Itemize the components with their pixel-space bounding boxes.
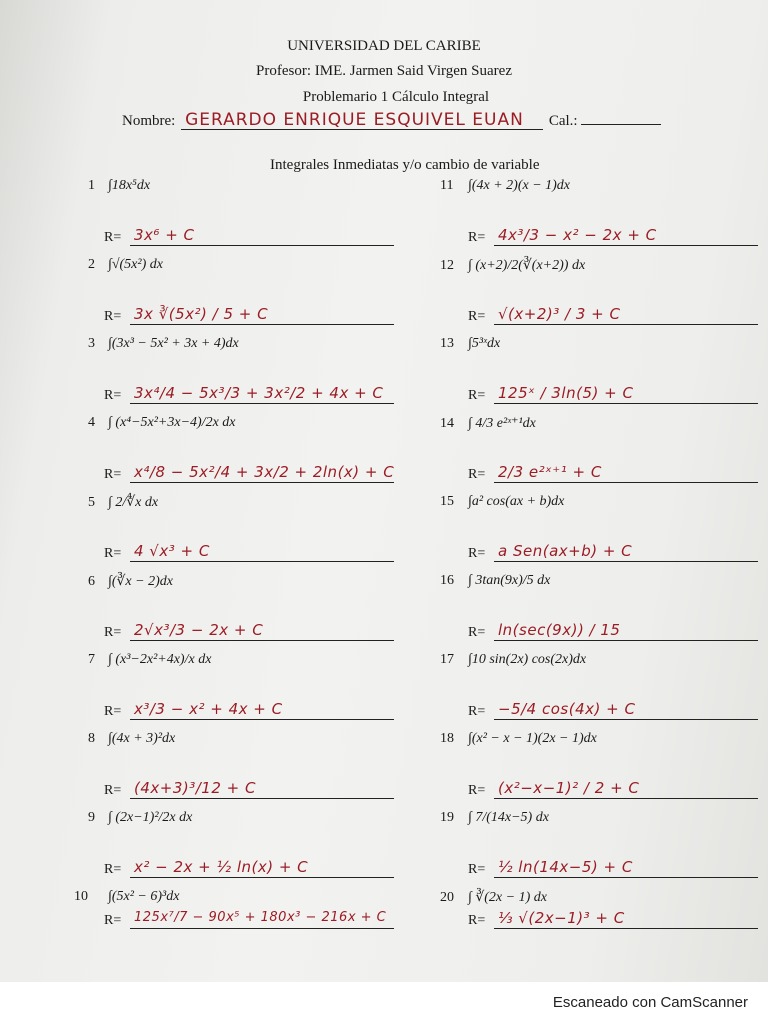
handwritten-answer: ½ ln(14x−5) + C bbox=[498, 858, 633, 876]
answer-row bbox=[104, 702, 394, 722]
problem-number: 16 bbox=[440, 573, 454, 588]
answer-label: R= bbox=[468, 913, 486, 928]
answer-row bbox=[468, 307, 758, 327]
problem-integral: ∫ ∛(2x − 1) dx bbox=[468, 890, 547, 905]
handwritten-answer: 3x⁶ + C bbox=[134, 226, 195, 244]
problem-number: 10 bbox=[74, 889, 88, 904]
handwritten-answer: ln(sec(9x)) / 15 bbox=[498, 621, 621, 639]
handwritten-answer: 2√x³/3 − 2x + C bbox=[134, 621, 264, 639]
problem-item bbox=[440, 731, 760, 810]
answer-line bbox=[130, 561, 394, 562]
answer-row bbox=[468, 386, 758, 406]
problem-integral: ∫(5x² − 6)³dx bbox=[108, 889, 180, 904]
answer-line bbox=[494, 640, 758, 641]
handwritten-answer: ⅓ √(2x−1)³ + C bbox=[498, 909, 625, 927]
problem-number: 6 bbox=[88, 574, 95, 589]
handwritten-answer: x² − 2x + ½ ln(x) + C bbox=[134, 858, 309, 876]
answer-label: R= bbox=[468, 783, 486, 798]
problem-integral: ∫(3x³ − 5x² + 3x + 4)dx bbox=[108, 336, 239, 351]
answer-line bbox=[130, 877, 394, 878]
answer-label: R= bbox=[468, 862, 486, 877]
scanner-footer bbox=[0, 982, 768, 1024]
problem-integral: ∫ (x⁴−5x²+3x−4)/2x dx bbox=[108, 415, 236, 430]
answer-label: R= bbox=[104, 546, 122, 561]
problem-integral: ∫10 sin(2x) cos(2x)dx bbox=[468, 652, 587, 667]
answer-label: R= bbox=[104, 913, 122, 928]
problem-number: 4 bbox=[88, 415, 95, 430]
answer-line bbox=[130, 403, 394, 404]
answer-line bbox=[494, 561, 758, 562]
problem-number: 8 bbox=[88, 731, 95, 746]
problem-integral: ∫ 4/3 e²ˣ⁺¹dx bbox=[468, 416, 536, 431]
problem-item bbox=[440, 810, 760, 889]
handwritten-answer: a Sen(ax+b) + C bbox=[498, 542, 633, 560]
problem-number: 11 bbox=[440, 178, 454, 193]
problem-integral: ∫(4x + 3)²dx bbox=[108, 731, 176, 746]
problem-integral: ∫√(5x²) dx bbox=[108, 257, 163, 272]
answer-label: R= bbox=[104, 230, 122, 245]
grade-label: Cal.: bbox=[548, 113, 578, 129]
problem-item bbox=[88, 494, 408, 573]
problem-item bbox=[440, 336, 760, 415]
handwritten-answer: 3x ∛(5x²) / 5 + C bbox=[134, 305, 269, 323]
problem-integral: ∫(4x + 2)(x − 1)dx bbox=[468, 178, 571, 193]
handwritten-answer: (4x+3)³/12 + C bbox=[134, 779, 256, 797]
answer-line bbox=[130, 640, 394, 641]
answer-row bbox=[104, 911, 394, 931]
answer-row bbox=[104, 386, 394, 406]
answer-row bbox=[104, 307, 394, 327]
handwritten-answer: 4x³/3 − x² − 2x + C bbox=[498, 226, 657, 244]
answer-line bbox=[130, 324, 394, 325]
grade-blank bbox=[581, 112, 661, 125]
answer-label: R= bbox=[468, 309, 486, 324]
problem-integral: ∫ 3tan(9x)/5 dx bbox=[468, 573, 551, 588]
problem-item bbox=[88, 178, 408, 257]
handwritten-answer: 2/3 e²ˣ⁺¹ + C bbox=[498, 463, 602, 481]
answer-label: R= bbox=[468, 388, 486, 403]
problem-number: 5 bbox=[88, 495, 95, 510]
answer-label: R= bbox=[104, 783, 122, 798]
handwritten-answer: x³/3 − x² + 4x + C bbox=[134, 700, 283, 718]
problems-column-right bbox=[440, 178, 760, 939]
problem-integral: ∫ (x³−2x²+4x)/x dx bbox=[108, 652, 212, 667]
answer-line bbox=[130, 719, 394, 720]
problem-number: 2 bbox=[88, 257, 95, 272]
problem-item bbox=[88, 415, 408, 494]
problem-number: 17 bbox=[440, 652, 454, 667]
problem-item bbox=[440, 652, 760, 731]
handwritten-answer: 3x⁴/4 − 5x³/3 + 3x²/2 + 4x + C bbox=[134, 384, 384, 402]
answer-row bbox=[468, 911, 758, 931]
scanner-watermark: Escaneado con CamScanner bbox=[552, 994, 748, 1011]
answer-line bbox=[130, 798, 394, 799]
answer-line bbox=[130, 928, 394, 929]
answer-row bbox=[104, 860, 394, 880]
professor-line: Profesor: IME. Jarmen Said Virgen Suarez bbox=[256, 63, 512, 79]
answer-line bbox=[494, 877, 758, 878]
problem-number: 7 bbox=[88, 652, 95, 667]
problem-integral: ∫(∛x − 2)dx bbox=[108, 574, 173, 589]
answer-row bbox=[468, 702, 758, 722]
answer-row bbox=[104, 465, 394, 485]
answer-line bbox=[130, 245, 394, 246]
answer-row bbox=[468, 781, 758, 801]
problem-item bbox=[440, 415, 760, 494]
problem-number: 9 bbox=[88, 810, 95, 825]
answer-row bbox=[468, 228, 758, 248]
problem-number: 3 bbox=[88, 336, 95, 351]
answer-row bbox=[104, 544, 394, 564]
handwritten-answer: −5/4 cos(4x) + C bbox=[498, 700, 636, 718]
problem-integral: ∫ 7/(14x−5) dx bbox=[468, 810, 549, 825]
problem-number: 18 bbox=[440, 731, 454, 746]
answer-row bbox=[104, 781, 394, 801]
problem-item bbox=[88, 652, 408, 731]
answer-label: R= bbox=[104, 625, 122, 640]
problem-item bbox=[440, 257, 760, 336]
problem-item bbox=[88, 573, 408, 652]
answer-line bbox=[130, 482, 394, 483]
handwritten-answer: √(x+2)³ / 3 + C bbox=[498, 305, 621, 323]
problem-item bbox=[440, 889, 760, 939]
problem-number: 14 bbox=[440, 416, 454, 431]
problem-integral: ∫(x² − x − 1)(2x − 1)dx bbox=[468, 731, 597, 746]
problem-item bbox=[88, 810, 408, 889]
name-label: Nombre: bbox=[122, 113, 176, 129]
answer-label: R= bbox=[468, 625, 486, 640]
handwritten-answer: (x²−x−1)² / 2 + C bbox=[498, 779, 640, 797]
answer-line bbox=[494, 719, 758, 720]
problem-number: 12 bbox=[440, 258, 454, 273]
problem-number: 15 bbox=[440, 494, 454, 509]
problem-integral: ∫ (2x−1)²/2x dx bbox=[108, 810, 193, 825]
answer-row bbox=[468, 623, 758, 643]
answer-row bbox=[468, 544, 758, 564]
problem-item bbox=[88, 731, 408, 810]
problem-item bbox=[440, 178, 760, 257]
handwritten-answer: 4 √x³ + C bbox=[134, 542, 210, 560]
answer-row bbox=[468, 465, 758, 485]
handwritten-answer: x⁴/8 − 5x²/4 + 3x/2 + 2ln(x) + C bbox=[134, 463, 395, 481]
answer-line bbox=[494, 798, 758, 799]
answer-label: R= bbox=[468, 467, 486, 482]
problem-set-title: Problemario 1 Cálculo Integral bbox=[302, 89, 490, 105]
answer-label: R= bbox=[104, 388, 122, 403]
answer-line bbox=[494, 324, 758, 325]
handwritten-answer: 125x⁷/7 − 90x⁵ + 180x³ − 216x + C bbox=[134, 910, 387, 925]
problem-item bbox=[440, 573, 760, 652]
answer-label: R= bbox=[468, 230, 486, 245]
problem-number: 20 bbox=[440, 890, 454, 905]
problem-item bbox=[74, 889, 408, 939]
handwritten-answer: 125ˣ / 3ln(5) + C bbox=[498, 384, 634, 402]
problem-integral: ∫a² cos(ax + b)dx bbox=[468, 494, 565, 509]
problem-item bbox=[440, 494, 760, 573]
answer-line bbox=[494, 403, 758, 404]
problem-integral: ∫ 2/∜x dx bbox=[108, 495, 159, 510]
problem-integral: ∫5³ˣdx bbox=[468, 336, 501, 351]
answer-label: R= bbox=[468, 546, 486, 561]
answer-line bbox=[494, 928, 758, 929]
answer-row bbox=[468, 860, 758, 880]
problem-number: 13 bbox=[440, 336, 454, 351]
university-title: UNIVERSIDAD DEL CARIBE bbox=[287, 38, 481, 54]
problem-item bbox=[88, 257, 408, 336]
answer-line bbox=[494, 245, 758, 246]
student-name: GERARDO ENRIQUE ESQUIVEL EUAN bbox=[181, 111, 543, 130]
problems-column-left bbox=[74, 178, 408, 939]
problem-integral: ∫ (x+2)/2(∛(x+2)) dx bbox=[468, 258, 586, 273]
answer-label: R= bbox=[104, 704, 122, 719]
answer-row bbox=[104, 623, 394, 643]
problem-item bbox=[88, 336, 408, 415]
answer-row bbox=[104, 228, 394, 248]
answer-label: R= bbox=[468, 704, 486, 719]
answer-label: R= bbox=[104, 309, 122, 324]
section-title: Integrales Inmediatas y/o cambio de variable bbox=[270, 157, 540, 173]
answer-label: R= bbox=[104, 862, 122, 877]
answer-label: R= bbox=[104, 467, 122, 482]
name-row bbox=[122, 111, 661, 130]
answer-line bbox=[494, 482, 758, 483]
problem-integral: ∫18x⁵dx bbox=[108, 178, 151, 193]
problem-number: 19 bbox=[440, 810, 454, 825]
problem-number: 1 bbox=[88, 178, 95, 193]
